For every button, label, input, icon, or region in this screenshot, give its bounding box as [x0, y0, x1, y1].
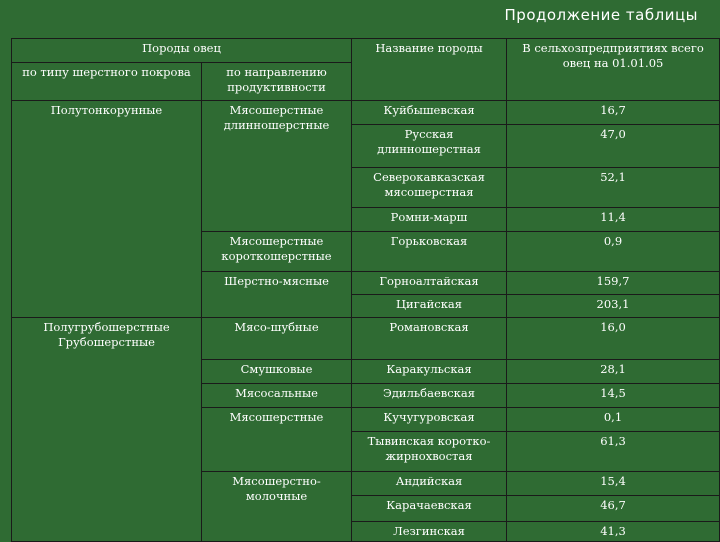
breed-cell: Тывинская коротко-жирнохвостая — [352, 432, 507, 472]
breed-cell: Горьковская — [352, 232, 507, 272]
group-cell: Полугрубошерстные Грубошерстные — [12, 318, 202, 542]
value-cell: 15,4 — [507, 472, 720, 496]
direction-cell: Шерстно-мясные — [202, 272, 352, 318]
header-total: В сельхозпредприятиях всего овец на 01.01.05 — [507, 39, 720, 101]
value-cell: 159,7 — [507, 272, 720, 295]
header-breed-name: Название породы — [352, 39, 507, 101]
header-breeds: Породы овец — [12, 39, 352, 63]
value-cell: 28,1 — [507, 360, 720, 384]
direction-cell: Смушковые — [202, 360, 352, 384]
breed-cell: Романовская — [352, 318, 507, 360]
direction-cell: Мясосальные — [202, 384, 352, 408]
direction-cell: Мясошерстные — [202, 408, 352, 472]
breed-cell: Русская длинношерстная — [352, 125, 507, 168]
sheep-breeds-table — [11, 38, 720, 542]
value-cell: 16,7 — [507, 101, 720, 125]
breed-cell: Ромни-марш — [352, 208, 507, 232]
value-cell: 46,7 — [507, 496, 720, 522]
breed-cell: Лезгинская — [352, 522, 507, 542]
breed-cell: Каракульская — [352, 360, 507, 384]
direction-cell: Мясошерстные короткошерстные — [202, 232, 352, 272]
table-row — [12, 101, 720, 125]
value-cell: 0,9 — [507, 232, 720, 272]
value-cell: 14,5 — [507, 384, 720, 408]
breed-cell: Горноалтайская — [352, 272, 507, 295]
value-cell: 0,1 — [507, 408, 720, 432]
header-by-productivity: по направлению продуктивности — [202, 63, 352, 101]
header-by-wool: по типу шерстного покрова — [12, 63, 202, 101]
table-header-row — [12, 39, 720, 63]
breed-cell: Цигайская — [352, 295, 507, 318]
group-cell: Полутонкорунные — [12, 101, 202, 318]
breed-cell: Андийская — [352, 472, 507, 496]
direction-cell: Мясошерстные длинношерстные — [202, 101, 352, 232]
value-cell: 11,4 — [507, 208, 720, 232]
value-cell: 61,3 — [507, 432, 720, 472]
breed-cell: Северокавказская мясошерстная — [352, 168, 507, 208]
value-cell: 52,1 — [507, 168, 720, 208]
direction-cell: Мясошерстно-молочные — [202, 472, 352, 542]
value-cell: 47,0 — [507, 125, 720, 168]
breed-cell: Кучугуровская — [352, 408, 507, 432]
page-title: Продолжение таблицы — [504, 6, 698, 24]
value-cell: 16,0 — [507, 318, 720, 360]
table-row — [12, 318, 720, 360]
value-cell: 41,3 — [507, 522, 720, 542]
direction-cell: Мясо-шубные — [202, 318, 352, 360]
value-cell: 203,1 — [507, 295, 720, 318]
breed-cell: Эдильбаевская — [352, 384, 507, 408]
breed-cell: Куйбышевская — [352, 101, 507, 125]
breed-cell: Карачаевская — [352, 496, 507, 522]
